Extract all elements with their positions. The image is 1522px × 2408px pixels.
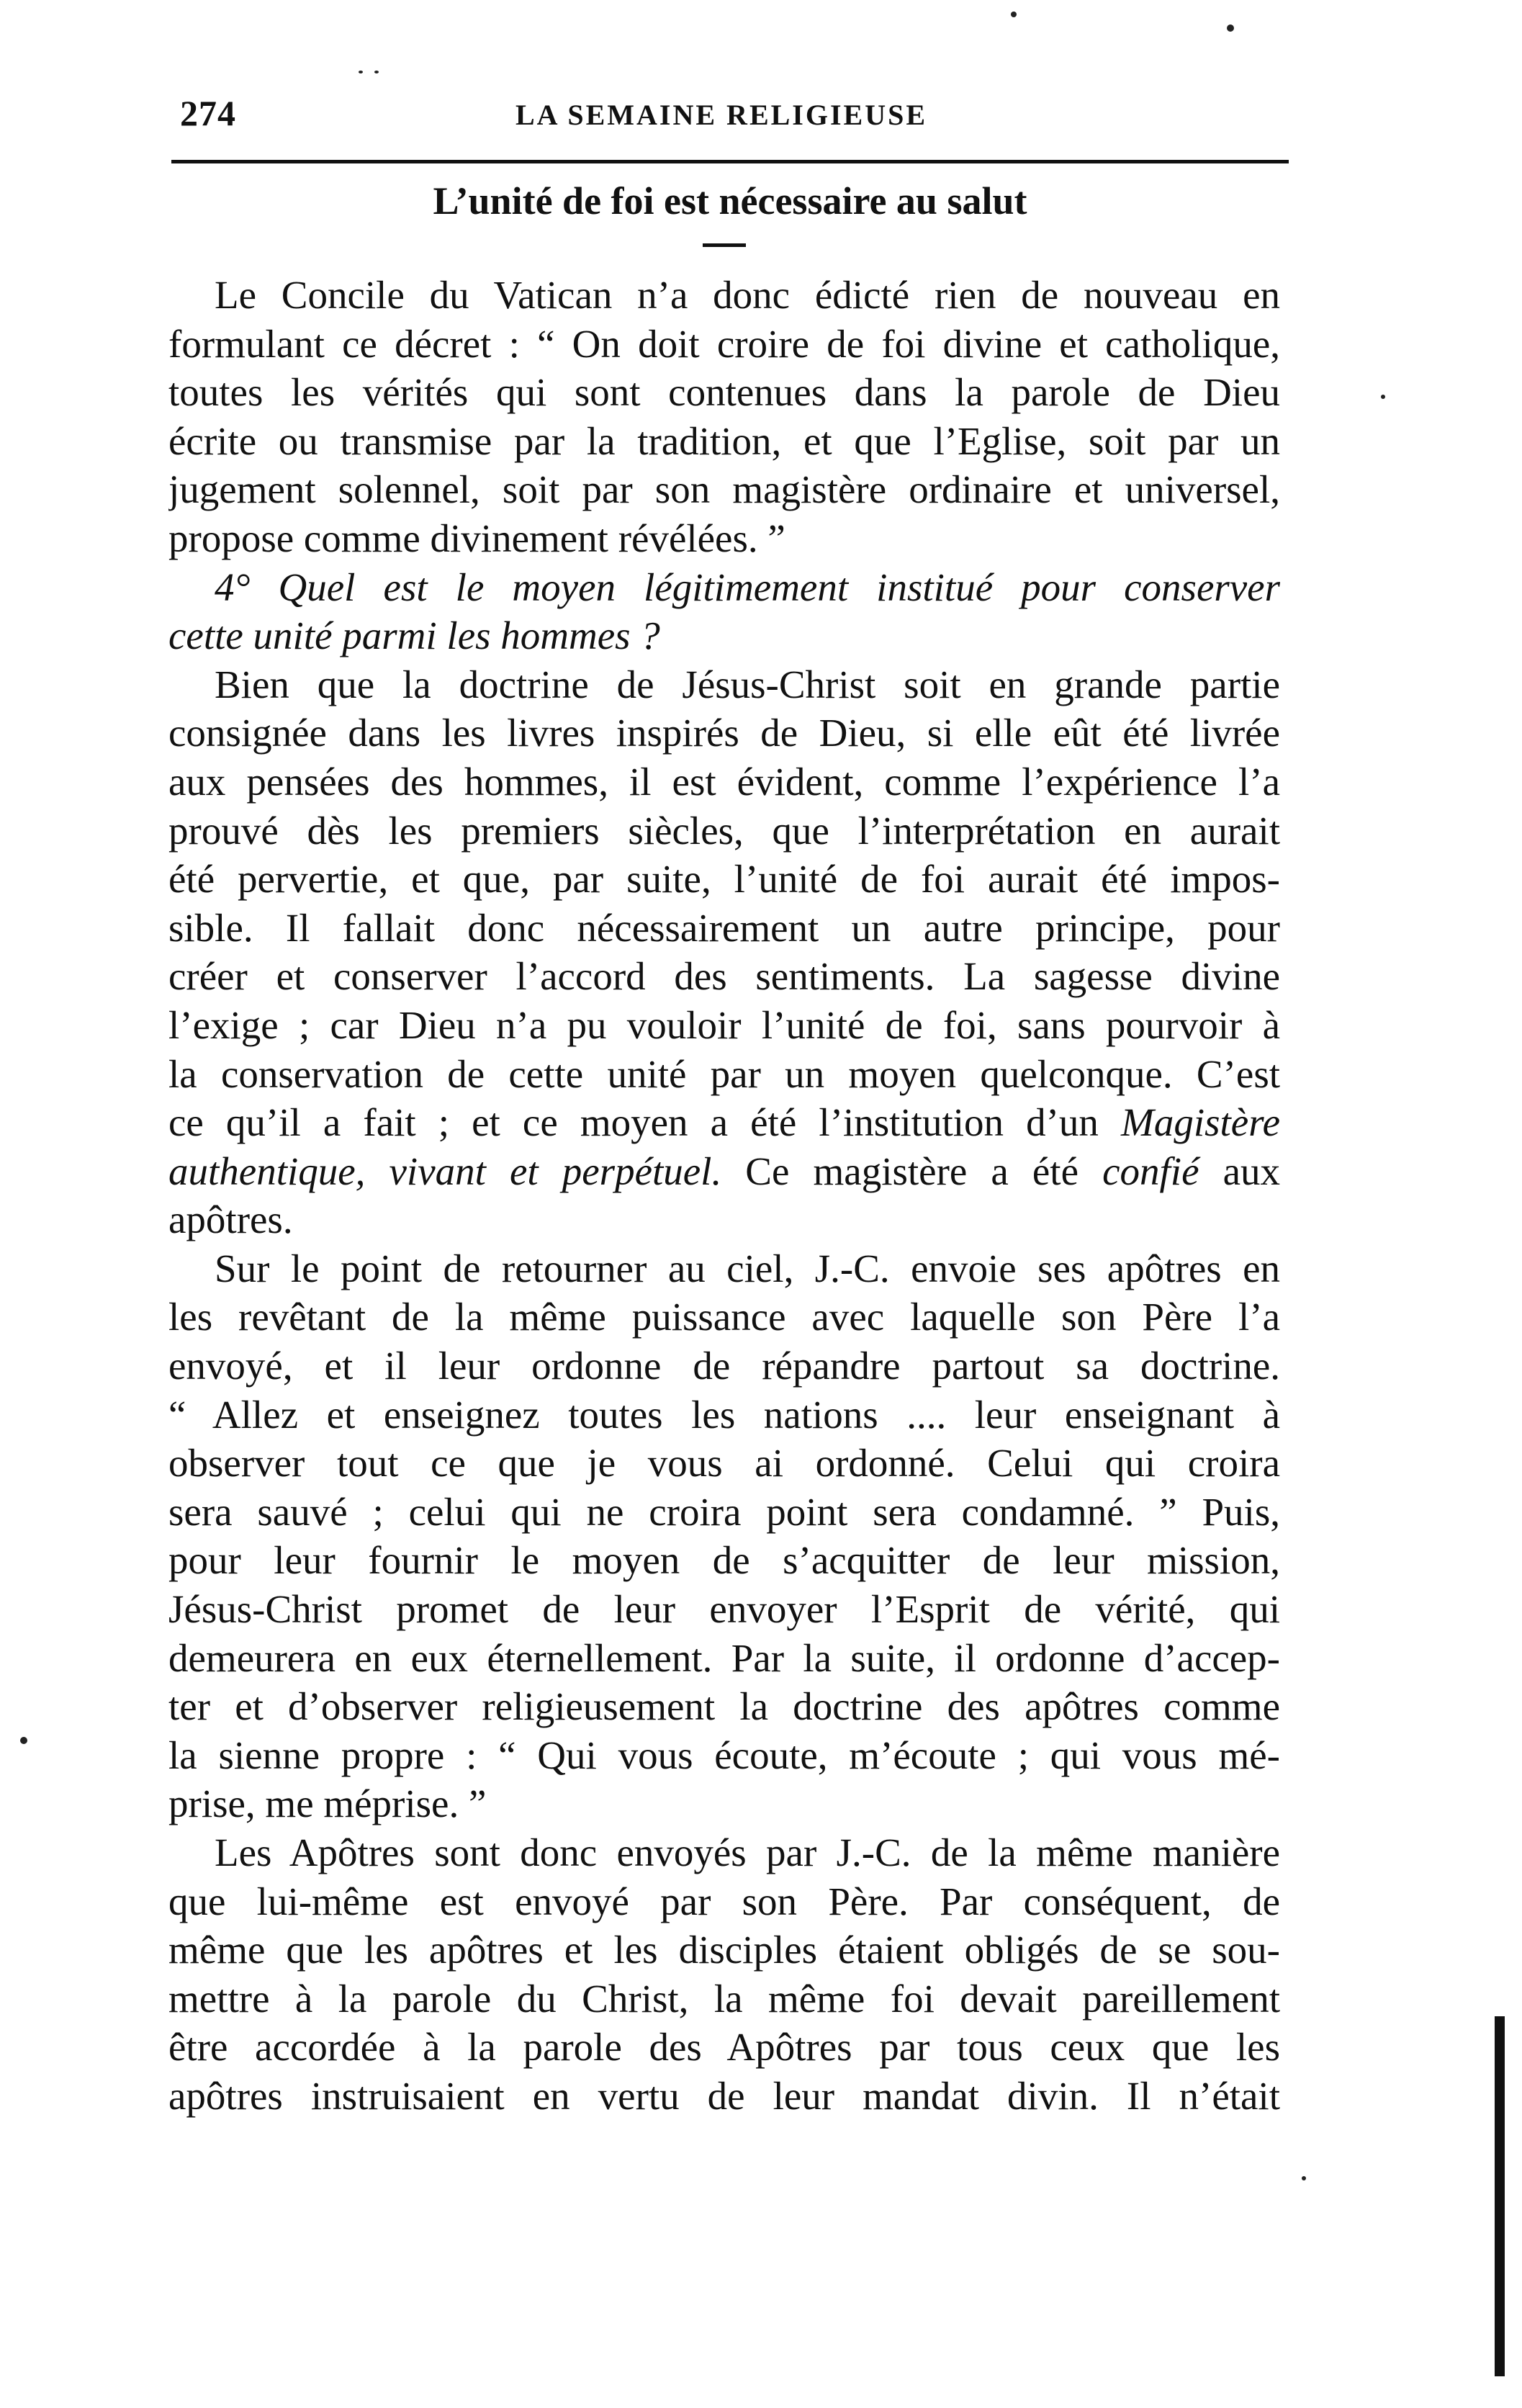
text-line: observer tout ce que je vous ai ordonné. Celui qui croira <box>168 1441 1280 1486</box>
scan-speck <box>1011 12 1017 17</box>
scan-speck <box>1381 395 1385 399</box>
header-rule <box>171 160 1289 163</box>
text-line: mettre à la parole du Christ, la même foi devait pareillement <box>168 1976 1280 2021</box>
body-text <box>168 271 1280 2121</box>
scan-speck <box>374 71 379 73</box>
text-line: consignée dans les livres inspirés de Dieu, si elle eût été livrée <box>168 711 1280 755</box>
text-line-with-italic <box>168 1147 1280 1196</box>
text-line: Bien que la doctrine de Jésus-Christ soit en grande partie <box>215 662 1280 706</box>
scan-speck <box>1302 2176 1306 2180</box>
text-line: créer et conserver l’accord des sentiments. La sagesse divine <box>168 954 1280 999</box>
question-line: 4° Quel est le moyen légitimement institué pour conserver <box>215 565 1280 609</box>
text-line: apôtres. <box>168 1198 293 1242</box>
text-line: même que les apôtres et les disciples étaient obligés de se sou- <box>168 1928 1280 1972</box>
question-line: cette unité parmi les hommes ? <box>168 614 660 658</box>
text-line: Les Apôtres sont donc envoyés par J.-C. de la même manière <box>215 1830 1280 1874</box>
text-line: sible. Il fallait donc nécessairement un autre principe, pour <box>168 905 1280 950</box>
italic-term: Magistère <box>1121 1100 1280 1145</box>
scan-speck <box>20 1737 27 1744</box>
text-line: jugement solennel, soit par son magistère ordinaire et universel, <box>168 467 1280 512</box>
text-line: sera sauvé ; celui qui ne croira point sera condamné. ” Puis, <box>168 1489 1280 1534</box>
text-line: la conservation de cette unité par un moyen quelconque. C’est <box>168 1051 1280 1096</box>
line-text: aux <box>1199 1149 1280 1193</box>
text-line: prise, me méprise. ” <box>168 1782 487 1826</box>
text-line: apôtres instruisaient en vertu de leur mandat divin. Il n’était <box>168 2073 1280 2118</box>
heading-dash <box>703 243 746 247</box>
text-line: été pervertie, et que, par suite, l’unité de foi aurait été impos- <box>168 857 1280 902</box>
text-line: les revêtant de la même puissance avec laquelle son Père l’a <box>168 1295 1280 1339</box>
italic-term: confié <box>1102 1149 1199 1193</box>
text-line: écrite ou transmise par la tradition, et que l’Eglise, soit par un <box>168 418 1280 463</box>
text-line: pour leur fournir le moyen de s’acquitter de leur mission, <box>168 1538 1280 1583</box>
section-heading: L’unité de foi est nécessaire au salut <box>433 179 1027 223</box>
scan-speck <box>1227 24 1234 32</box>
text-line: demeurera en eux éternellement. Par la suite, il ordonne d’accep- <box>168 1635 1280 1680</box>
text-line: toutes les vérités qui sont contenues dans la parole de Dieu <box>168 370 1280 415</box>
text-line: Le Concile du Vatican n’a donc édicté rien de nouveau en <box>215 273 1280 317</box>
scan-speck <box>359 71 363 73</box>
text-line: prouvé dès les premiers siècles, que l’interprétation en aurait <box>168 808 1280 853</box>
text-line: aux pensées des hommes, il est évident, comme l’expérience l’a <box>168 759 1280 804</box>
text-line: la sienne propre : “ Qui vous écoute, m’écoute ; qui vous mé- <box>168 1733 1280 1777</box>
text-line: que lui-même est envoyé par son Père. Par conséquent, de <box>168 1879 1280 1923</box>
text-line-with-italic <box>168 1098 1280 1147</box>
text-line: envoyé, et il leur ordonne de répandre partout sa doctrine. <box>168 1344 1280 1388</box>
text-line: l’exige ; car Dieu n’a pu vouloir l’unité de foi, sans pourvoir à <box>168 1002 1280 1047</box>
page-header <box>171 92 1289 143</box>
text-line: propose comme divinement révélées. ” <box>168 516 785 560</box>
text-line: formulant ce décret : “ On doit croire de foi divine et catholique, <box>168 321 1280 366</box>
line-text: ce qu’il a fait ; et ce moyen a été l’institution d’un <box>168 1100 1122 1145</box>
running-title: LA SEMAINE RELIGIEUSE <box>515 99 928 131</box>
scan-edge-shadow <box>1495 2016 1505 2376</box>
italic-term: authentique, vivant et perpétuel. <box>168 1149 722 1193</box>
text-line: être accordée à la parole des Apôtres par tous ceux que les <box>168 2025 1280 2070</box>
text-line: Sur le point de retourner au ciel, J.-C. envoie ses apôtres en <box>215 1246 1280 1290</box>
text-line: ter et d’observer religieusement la doctrine des apôtres comme <box>168 1684 1280 1729</box>
text-line: Jésus-Christ promet de leur envoyer l’Esprit de vérité, qui <box>168 1587 1280 1632</box>
line-text: Ce magistère a été <box>721 1149 1103 1193</box>
text-line: “ Allez et enseignez toutes les nations .... leur enseignant à <box>168 1392 1280 1437</box>
page-number: 274 <box>180 93 236 133</box>
